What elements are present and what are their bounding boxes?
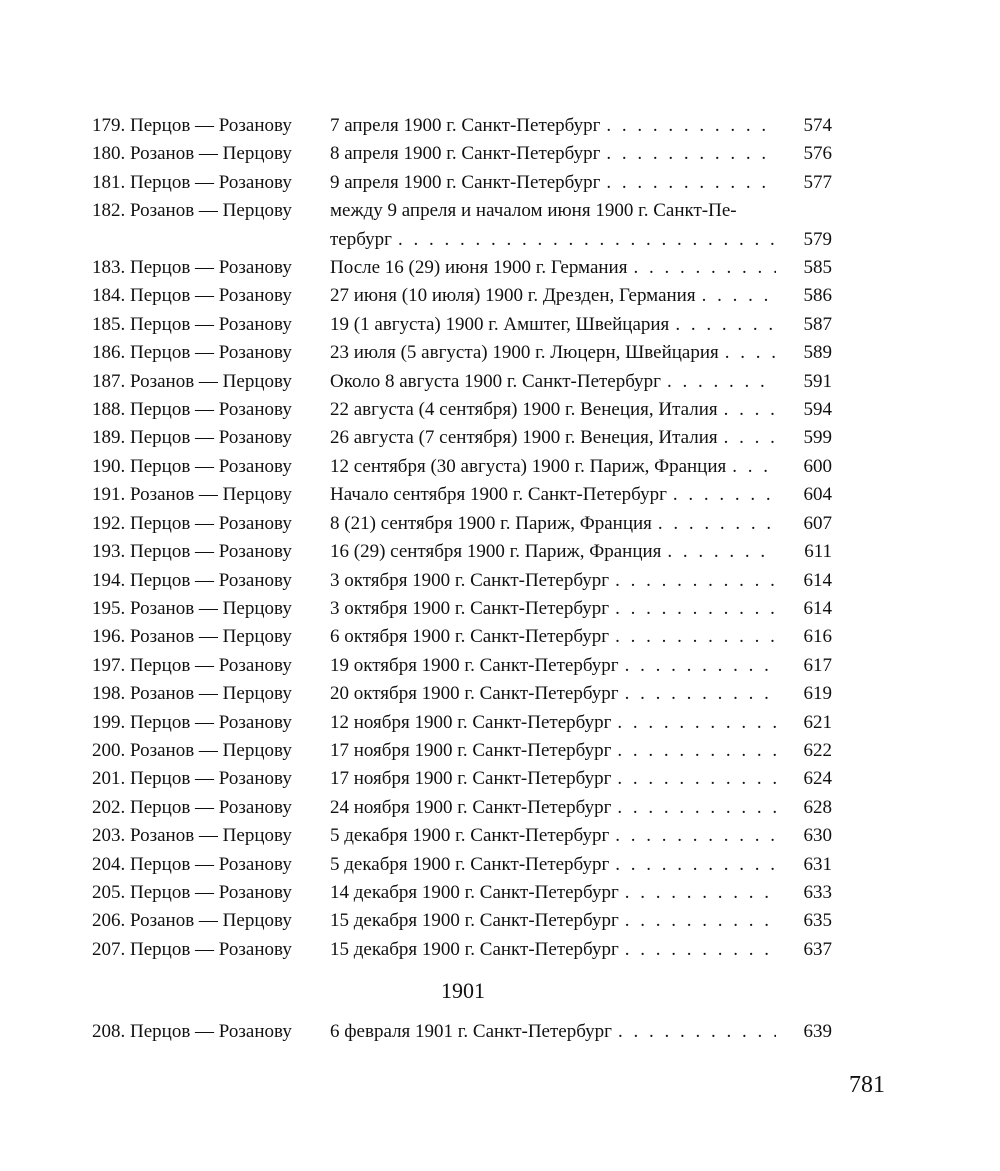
toc-entry[interactable]	[92, 339, 832, 367]
toc-entry[interactable]	[92, 1018, 832, 1046]
table-of-contents	[92, 112, 832, 964]
entry-correspondent-names: Розанов — Перцову	[130, 683, 292, 705]
entry-number: 195.	[92, 597, 126, 619]
entry-description-row	[330, 282, 776, 310]
leader-dots	[719, 339, 776, 367]
toc-entry[interactable]	[92, 794, 832, 822]
entry-number: 192.	[92, 512, 126, 534]
entry-description-row	[330, 254, 776, 282]
entry-description: 22 августа (4 сентября) 1900 г. Венеция, Италия	[330, 399, 718, 421]
toc-entry[interactable]	[92, 169, 832, 197]
entry-description: После 16 (29) июня 1900 г. Германия	[330, 257, 628, 279]
entry-correspondent-names: Перцов — Розанову	[130, 285, 292, 307]
entry-correspondent-names: Перцов — Розанову	[130, 427, 292, 449]
toc-entry[interactable]	[92, 197, 832, 254]
entry-page-number: 604	[803, 484, 832, 506]
entry-page-number: 600	[803, 455, 832, 477]
entry-page-number: 607	[803, 512, 832, 534]
entry-page-number: 614	[803, 597, 832, 619]
entry-number: 200.	[92, 739, 126, 761]
entry-description: 24 ноября 1900 г. Санкт-Петербург	[330, 796, 612, 818]
entry-correspondents	[92, 282, 292, 310]
entry-description-row	[330, 709, 776, 737]
entry-description-row	[330, 140, 776, 168]
entry-correspondent-names: Перцов — Розанову	[130, 455, 292, 477]
entry-correspondent-names: Розанов — Перцову	[130, 825, 292, 847]
entry-correspondents	[92, 765, 292, 793]
leader-dots	[726, 453, 776, 481]
entry-correspondents	[92, 453, 292, 481]
leader-dots	[600, 112, 776, 140]
leader-dots	[611, 709, 776, 737]
entry-description: 23 июля (5 августа) 1900 г. Люцерн, Швейцария	[330, 342, 719, 364]
entry-correspondents	[92, 424, 292, 452]
entry-correspondents	[92, 169, 292, 197]
leader-dots	[661, 368, 776, 396]
toc-entry[interactable]	[92, 709, 832, 737]
entry-page-number: 631	[803, 853, 832, 875]
year-heading: 1901	[441, 978, 485, 1003]
entry-page-number: 635	[803, 910, 832, 932]
entry-description: 12 ноября 1900 г. Санкт-Петербург	[330, 711, 612, 733]
entry-number: 204.	[92, 853, 126, 875]
toc-entry[interactable]	[92, 311, 832, 339]
leader-dots	[609, 567, 776, 595]
toc-entry[interactable]	[92, 254, 832, 282]
entry-page-number: 611	[804, 541, 832, 563]
entry-description-row	[330, 765, 776, 793]
entry-page-number: 614	[803, 569, 832, 591]
entry-number: 182.	[92, 200, 126, 222]
page-number: 781	[849, 1072, 885, 1098]
entry-page-number: 589	[803, 342, 832, 364]
entry-correspondents	[92, 822, 292, 850]
entry-correspondents	[92, 851, 292, 879]
toc-entry[interactable]	[92, 368, 832, 396]
toc-entry[interactable]	[92, 765, 832, 793]
toc-entry[interactable]	[92, 907, 832, 935]
leader-dots	[609, 822, 776, 850]
entry-description-row	[330, 822, 776, 850]
entry-page-number: 630	[803, 825, 832, 847]
entry-number: 187.	[92, 370, 126, 392]
entry-description: 8 (21) сентября 1900 г. Париж, Франция	[330, 512, 652, 534]
entry-page-number: 585	[803, 257, 832, 279]
entry-correspondent-names: Розанов — Перцову	[130, 910, 292, 932]
entry-number: 186.	[92, 342, 126, 364]
toc-entry[interactable]	[92, 453, 832, 481]
entry-description: 3 октября 1900 г. Санкт-Петербург	[330, 597, 610, 619]
entry-description: Около 8 августа 1900 г. Санкт-Петербург	[330, 370, 661, 392]
entry-description: 17 ноября 1900 г. Санкт-Петербург	[330, 739, 612, 761]
leader-dots	[718, 396, 776, 424]
entry-correspondent-names: Перцов — Розанову	[130, 399, 292, 421]
entry-number: 203.	[92, 825, 126, 847]
toc-entry[interactable]	[92, 112, 832, 140]
entry-correspondents	[92, 140, 292, 168]
entry-description-row	[330, 538, 776, 566]
entry-description-line1: между 9 апреля и началом июня 1900 г. Санкт-Пе-	[330, 200, 737, 222]
entry-correspondent-names: Перцов — Розанову	[130, 115, 292, 136]
entry-correspondent-names: Перцов — Розанову	[130, 541, 292, 563]
entry-description: 7 апреля 1900 г. Санкт-Петербург	[330, 115, 601, 136]
entry-description-row	[330, 510, 776, 538]
entry-correspondents	[92, 567, 292, 595]
entry-description-row	[330, 567, 776, 595]
entry-number: 202.	[92, 796, 126, 818]
entry-correspondents	[92, 538, 292, 566]
entry-description-row	[330, 226, 776, 254]
toc-entry[interactable]	[92, 623, 832, 651]
entry-page-number: 622	[803, 739, 832, 761]
entry-correspondents	[92, 794, 292, 822]
entry-description-row	[330, 936, 776, 964]
entry-number: 196.	[92, 626, 126, 648]
entry-correspondents	[92, 652, 292, 680]
entry-description-row	[330, 680, 776, 708]
entry-description: 15 декабря 1900 г. Санкт-Петербург	[330, 910, 619, 932]
toc-entry[interactable]	[92, 424, 832, 452]
table-of-contents-1901	[92, 1018, 832, 1046]
entry-page-number: 624	[803, 768, 832, 790]
entry-page-number: 574	[803, 115, 832, 136]
entry-page-number: 579	[803, 228, 832, 250]
toc-entry[interactable]	[92, 140, 832, 168]
entry-description: 5 декабря 1900 г. Санкт-Петербург	[330, 853, 610, 875]
entry-correspondents	[92, 709, 292, 737]
leader-dots	[609, 595, 776, 623]
entry-description: 20 октября 1900 г. Санкт-Петербург	[330, 683, 619, 705]
entry-page-number: 594	[803, 399, 832, 421]
leader-dots	[611, 765, 776, 793]
entry-correspondent-names: Перцов — Розанову	[130, 853, 292, 875]
entry-description-row	[330, 169, 776, 197]
entry-number: 208.	[92, 1021, 126, 1042]
entry-description: 8 апреля 1900 г. Санкт-Петербург	[330, 143, 601, 165]
entry-description-row	[330, 112, 776, 140]
entry-correspondent-names: Перцов — Розанову	[130, 711, 292, 733]
entry-correspondents	[92, 197, 292, 225]
toc-entry[interactable]	[92, 282, 832, 310]
entry-number: 189.	[92, 427, 126, 449]
entry-number: 205.	[92, 881, 126, 903]
entry-description: Начало сентября 1900 г. Санкт-Петербург	[330, 484, 667, 506]
entry-number: 198.	[92, 683, 126, 705]
entry-correspondent-names: Розанов — Перцову	[130, 626, 292, 648]
toc-entry[interactable]	[92, 652, 832, 680]
leader-dots	[612, 1018, 776, 1046]
entry-page-number: 628	[803, 796, 832, 818]
entry-correspondent-names: Розанов — Перцову	[130, 739, 292, 761]
entry-number: 180.	[92, 143, 126, 165]
entry-correspondent-names: Перцов — Розанову	[130, 768, 292, 790]
entry-correspondents	[92, 481, 292, 509]
entry-correspondent-names: Перцов — Розанову	[130, 938, 292, 960]
entry-correspondents	[92, 595, 292, 623]
entry-description: 14 декабря 1900 г. Санкт-Петербург	[330, 881, 619, 903]
entry-number: 181.	[92, 171, 126, 193]
entry-description: 15 декабря 1900 г. Санкт-Петербург	[330, 938, 619, 960]
entry-correspondents	[92, 1018, 292, 1046]
entry-description-row	[330, 311, 776, 339]
entry-description: 12 сентября (30 августа) 1900 г. Париж, Франция	[330, 455, 727, 477]
entry-page-number: 619	[803, 683, 832, 705]
entry-correspondent-names: Перцов — Розанову	[130, 512, 292, 534]
entry-correspondents	[92, 907, 292, 935]
entry-description: 17 ноября 1900 г. Санкт-Петербург	[330, 768, 612, 790]
entry-number: 197.	[92, 654, 126, 676]
entry-page-number: 586	[803, 285, 832, 307]
entry-page-number: 576	[803, 143, 832, 165]
entry-description-row	[330, 879, 776, 907]
entry-correspondents	[92, 254, 292, 282]
entry-number: 188.	[92, 399, 126, 421]
entry-correspondent-names: Перцов — Розанову	[130, 313, 292, 335]
leader-dots	[619, 652, 776, 680]
entry-correspondent-names: Перцов — Розанову	[130, 569, 292, 591]
leader-dots	[652, 510, 776, 538]
entry-correspondent-names: Перцов — Розанову	[130, 1021, 292, 1042]
entry-page-number: 617	[803, 654, 832, 676]
entry-page-number: 591	[803, 370, 832, 392]
entry-correspondents	[92, 737, 292, 765]
leader-dots	[600, 169, 776, 197]
leader-dots	[667, 481, 776, 509]
toc-entry[interactable]	[92, 567, 832, 595]
entry-description: 19 октября 1900 г. Санкт-Петербург	[330, 654, 619, 676]
toc-entry[interactable]	[92, 936, 832, 964]
entry-correspondents	[92, 112, 292, 140]
leader-dots	[619, 879, 776, 907]
entry-description: 6 октября 1900 г. Санкт-Петербург	[330, 626, 610, 648]
entry-number: 183.	[92, 257, 126, 279]
entry-number: 206.	[92, 910, 126, 932]
toc-entry[interactable]	[92, 822, 832, 850]
entry-correspondents	[92, 936, 292, 964]
entry-correspondent-names: Перцов — Розанову	[130, 881, 292, 903]
entry-number: 179.	[92, 115, 126, 136]
entry-number: 201.	[92, 768, 126, 790]
entry-number: 207.	[92, 938, 126, 960]
entry-page-number: 633	[803, 881, 832, 903]
entry-description-row	[330, 794, 776, 822]
entry-description-row	[330, 907, 776, 935]
leader-dots	[718, 424, 776, 452]
entry-description: 27 июня (10 июля) 1900 г. Дрезден, Германия	[330, 285, 696, 307]
entry-description-row	[330, 339, 776, 367]
entry-description: 5 декабря 1900 г. Санкт-Петербург	[330, 825, 610, 847]
toc-entry[interactable]	[92, 680, 832, 708]
entry-number: 199.	[92, 711, 126, 733]
entry-description: 6 февраля 1901 г. Санкт-Петербург	[330, 1021, 612, 1042]
toc-entry[interactable]	[92, 538, 832, 566]
entry-correspondents	[92, 879, 292, 907]
leader-dots	[669, 311, 776, 339]
entry-correspondents	[92, 339, 292, 367]
entry-page-number: 621	[803, 711, 832, 733]
leader-dots	[392, 226, 776, 254]
entry-correspondents	[92, 623, 292, 651]
entry-correspondent-names: Перцов — Розанову	[130, 654, 292, 676]
leader-dots	[611, 737, 776, 765]
entry-description-row	[330, 652, 776, 680]
entry-page-number: 587	[803, 313, 832, 335]
entry-description-row	[330, 851, 776, 879]
entry-correspondents	[92, 368, 292, 396]
entry-description-row	[330, 424, 776, 452]
entry-number: 190.	[92, 455, 126, 477]
entry-number: 194.	[92, 569, 126, 591]
leader-dots	[611, 794, 776, 822]
entry-correspondents	[92, 396, 292, 424]
entry-description-row	[330, 1018, 776, 1046]
entry-number: 193.	[92, 541, 126, 563]
leader-dots	[619, 907, 776, 935]
entry-correspondent-names: Перцов — Розанову	[130, 257, 292, 279]
entry-description-row	[330, 396, 776, 424]
entry-description-row	[330, 623, 776, 651]
entry-correspondent-names: Розанов — Перцову	[130, 484, 292, 506]
toc-entry[interactable]	[92, 851, 832, 879]
entry-correspondents	[92, 680, 292, 708]
leader-dots	[600, 140, 776, 168]
entry-description-row	[330, 481, 776, 509]
entry-description: тербург	[330, 228, 392, 250]
entry-number: 184.	[92, 285, 126, 307]
entry-correspondent-names: Розанов — Перцову	[130, 370, 292, 392]
toc-entry[interactable]	[92, 510, 832, 538]
entry-page-number: 639	[803, 1021, 832, 1042]
toc-entry[interactable]	[92, 737, 832, 765]
entry-description: 9 апреля 1900 г. Санкт-Петербург	[330, 171, 601, 193]
entry-description: 26 августа (7 сентября) 1900 г. Венеция, Италия	[330, 427, 718, 449]
entry-description: 3 октября 1900 г. Санкт-Петербург	[330, 569, 610, 591]
toc-entry[interactable]	[92, 595, 832, 623]
entry-number: 185.	[92, 313, 126, 335]
entry-description: 19 (1 августа) 1900 г. Амштег, Швейцария	[330, 313, 670, 335]
entry-description-row	[330, 368, 776, 396]
entry-description: 16 (29) сентября 1900 г. Париж, Франция	[330, 541, 662, 563]
entry-page-number: 577	[803, 171, 832, 193]
entry-correspondent-names: Перцов — Розанову	[130, 171, 292, 193]
leader-dots	[609, 851, 776, 879]
toc-entry[interactable]	[92, 481, 832, 509]
leader-dots	[696, 282, 776, 310]
entry-correspondent-names: Перцов — Розанову	[130, 342, 292, 364]
toc-entry[interactable]	[92, 396, 832, 424]
leader-dots	[627, 254, 776, 282]
entry-description-row	[330, 595, 776, 623]
entry-correspondent-names: Розанов — Перцову	[130, 597, 292, 619]
entry-number: 191.	[92, 484, 126, 506]
entry-correspondents	[92, 510, 292, 538]
entry-page-number: 616	[803, 626, 832, 648]
entry-correspondent-names: Розанов — Перцову	[130, 200, 292, 222]
leader-dots	[609, 623, 776, 651]
leader-dots	[619, 680, 776, 708]
leader-dots	[661, 538, 776, 566]
entry-correspondent-names: Розанов — Перцову	[130, 143, 292, 165]
entry-description-row	[330, 737, 776, 765]
leader-dots	[619, 936, 776, 964]
entry-page-number: 637	[803, 938, 832, 960]
entry-description-row	[330, 453, 776, 481]
entry-correspondents	[92, 311, 292, 339]
entry-correspondent-names: Перцов — Розанову	[130, 796, 292, 818]
entry-page-number: 599	[803, 427, 832, 449]
toc-entry[interactable]	[92, 879, 832, 907]
